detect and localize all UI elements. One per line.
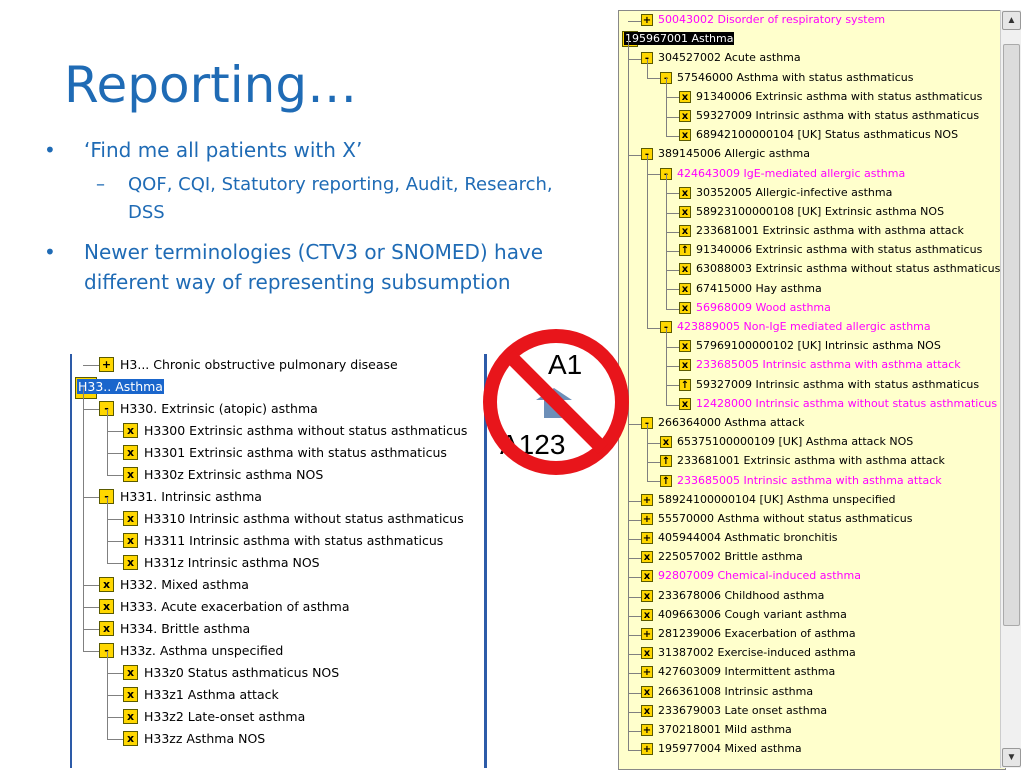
tree-connector	[628, 21, 641, 22]
tree-node-label[interactable]: 266364000 Asthma attack	[658, 415, 805, 429]
tree-node-label[interactable]: H330. Extrinsic (atopic) asthma	[120, 401, 318, 416]
expand-icon[interactable]: +	[642, 744, 652, 756]
tree-node[interactable]	[619, 145, 1005, 164]
leaf-icon[interactable]: x	[679, 187, 691, 199]
tree-node[interactable]	[72, 662, 484, 684]
tree-node-label[interactable]: 91340006 Extrinsic asthma with status asthmaticus	[696, 89, 983, 103]
tree-node[interactable]	[619, 11, 1005, 30]
tree-connector	[647, 155, 648, 328]
tree-connector	[647, 174, 660, 175]
leaf-icon[interactable]: x	[99, 577, 114, 592]
tree-connector	[666, 117, 679, 118]
leaf-icon[interactable]: x	[641, 551, 653, 563]
tree-node[interactable]	[619, 69, 1005, 88]
tree-connector	[628, 616, 641, 617]
leaf-icon[interactable]: x	[123, 709, 138, 724]
tree-node[interactable]	[619, 165, 1005, 184]
tree-connector	[107, 431, 124, 432]
tree-node-label[interactable]: H331z Intrinsic asthma NOS	[144, 555, 320, 570]
leaf-icon[interactable]: x	[123, 533, 138, 548]
scroll-thumb[interactable]	[1003, 44, 1020, 626]
tree-node-label[interactable]: 389145006 Allergic asthma	[658, 147, 811, 161]
tree-node-label[interactable]: H33zz Asthma NOS	[144, 731, 266, 746]
tree-connector	[107, 409, 108, 475]
tree-node[interactable]	[619, 529, 1005, 548]
tree-node[interactable]	[72, 464, 484, 486]
tree-connector	[107, 651, 108, 739]
tree-node-label[interactable]: 31387002 Exercise-induced asthma	[658, 646, 856, 660]
collapse-icon[interactable]: -	[660, 168, 672, 180]
tree-node-label[interactable]: 266361008 Intrinsic asthma	[658, 684, 814, 698]
leaf-icon[interactable]: x	[679, 206, 691, 218]
tree-node-label[interactable]: H333. Acute exacerbation of asthma	[120, 599, 350, 614]
leaf-icon[interactable]: x	[641, 590, 653, 602]
tree-node[interactable]	[619, 625, 1005, 644]
expand-icon[interactable]: +	[642, 494, 652, 506]
tree-node[interactable]	[619, 30, 1005, 49]
expand-icon[interactable]: +	[642, 15, 652, 26]
leaf-icon[interactable]: x	[641, 705, 653, 717]
tree-node[interactable]	[72, 376, 484, 398]
collapse-icon[interactable]: -	[99, 401, 114, 416]
tree-node[interactable]	[619, 587, 1005, 606]
bullet-dot-icon: •	[44, 138, 56, 162]
leaf-icon[interactable]: x	[679, 283, 691, 295]
leaf-icon[interactable]: x	[641, 647, 653, 659]
leaf-icon[interactable]: x	[641, 570, 653, 582]
tree-node[interactable]	[72, 640, 484, 662]
tree-connector	[628, 558, 641, 559]
leaf-icon[interactable]: x	[99, 621, 114, 636]
tree-node[interactable]	[72, 398, 484, 420]
bullet-dot-icon: •	[44, 240, 56, 264]
leaf-icon[interactable]: x	[679, 302, 691, 314]
expand-icon[interactable]: +	[642, 629, 652, 640]
tree-connector	[107, 673, 124, 674]
collapse-icon[interactable]: -	[99, 489, 114, 504]
ctv3-hierarchy-tree[interactable]	[70, 354, 487, 768]
tree-node-label[interactable]: H3300 Extrinsic asthma without status asthmaticus	[144, 423, 468, 438]
tree-connector	[628, 731, 641, 732]
tree-node-label[interactable]: 56968009 Wood asthma	[696, 300, 831, 314]
tree-node-label[interactable]: 225057002 Brittle asthma	[658, 550, 803, 564]
expand-icon[interactable]: +	[642, 667, 652, 679]
tree-node[interactable]	[72, 552, 484, 574]
tree-node-label[interactable]: H3311 Intrinsic asthma with status asthmaticus	[144, 533, 444, 548]
tree-connector	[666, 289, 679, 290]
tree-node[interactable]	[619, 606, 1005, 625]
tree-node[interactable]	[619, 318, 1005, 337]
tree-node[interactable]	[619, 644, 1005, 663]
tree-connector	[647, 443, 660, 444]
tree-connector	[647, 481, 660, 482]
tree-node[interactable]	[72, 420, 484, 442]
tree-node-label[interactable]: 233685005 Intrinsic asthma with asthma attack	[696, 358, 961, 372]
tree-connector	[628, 520, 641, 521]
sub-bullet-text: QOF, CQI, Statutory reporting, Audit, Research, DSS	[128, 174, 553, 223]
tree-node-label[interactable]: H3... Chronic obstructive pulmonary disease	[120, 357, 398, 372]
collapse-icon[interactable]: -	[641, 148, 653, 160]
tree-connector	[666, 213, 679, 214]
tree-connector	[628, 635, 641, 636]
tree-node-label[interactable]: 59327009 Intrinsic asthma with status asthmaticus	[696, 377, 980, 391]
scroll-down-icon[interactable]: ▼	[1002, 748, 1021, 767]
leaf-icon[interactable]: x	[123, 467, 138, 482]
tree-node-label[interactable]: 92807009 Chemical-induced asthma	[658, 569, 861, 583]
tree-connector	[83, 651, 100, 652]
tree-scrollbar[interactable]	[1000, 10, 1021, 768]
tree-connector	[666, 309, 679, 310]
tree-node[interactable]	[619, 548, 1005, 567]
tree-connector	[628, 59, 641, 60]
tree-connector	[666, 232, 679, 233]
tree-node[interactable]	[72, 354, 484, 376]
tree-connector	[666, 78, 667, 136]
expand-icon[interactable]: +	[642, 724, 652, 736]
tree-node[interactable]	[72, 530, 484, 552]
tree-connector	[107, 695, 124, 696]
bullet-text: ‘Find me all patients with X’	[84, 138, 363, 162]
tree-node-label[interactable]: 30352005 Allergic-infective asthma	[696, 185, 893, 199]
tree-connector	[666, 366, 679, 367]
tree-node-label[interactable]: 65375100000109 [UK] Asthma attack NOS	[677, 435, 914, 449]
tree-node[interactable]	[619, 491, 1005, 510]
parent-link-icon[interactable]: ↑	[661, 456, 671, 468]
tree-connector	[628, 654, 641, 655]
tree-node-label[interactable]: H334. Brittle asthma	[120, 621, 251, 636]
tree-node-label[interactable]: 423889005 Non-IgE mediated allergic asthma	[677, 320, 931, 333]
tree-node-label[interactable]: H332. Mixed asthma	[120, 577, 249, 592]
tree-node[interactable]	[619, 433, 1005, 452]
tree-connector	[628, 155, 641, 156]
tree-connector	[666, 347, 679, 348]
tree-connector	[83, 409, 100, 410]
tree-node-label[interactable]: 405944004 Asthmatic bronchitis	[658, 531, 838, 545]
tree-connector	[107, 497, 108, 563]
tree-node[interactable]	[619, 702, 1005, 721]
tree-connector	[647, 462, 660, 463]
leaf-icon[interactable]: x	[679, 398, 691, 410]
tree-node-label[interactable]: 55570000 Asthma without status asthmaticus	[658, 511, 913, 525]
leaf-icon[interactable]: x	[679, 340, 691, 352]
tree-node[interactable]	[619, 510, 1005, 529]
tree-connector	[107, 519, 124, 520]
tree-connector	[666, 270, 679, 271]
leaf-icon[interactable]: x	[99, 599, 114, 614]
tree-connector	[628, 673, 641, 674]
tree-node-label[interactable]: 67415000 Hay asthma	[696, 281, 822, 295]
leaf-icon[interactable]: x	[679, 263, 691, 275]
no-sign-top-label: A1	[548, 349, 583, 380]
tree-connector	[666, 97, 679, 98]
bullet-item	[44, 237, 564, 297]
leaf-icon[interactable]: x	[660, 436, 672, 448]
leaf-icon[interactable]: x	[123, 423, 138, 438]
collapse-icon[interactable]: -	[641, 52, 653, 64]
tree-node-label[interactable]: 50043002 Disorder of respiratory system	[658, 13, 886, 26]
tree-node[interactable]	[619, 721, 1005, 740]
tree-connector	[83, 497, 100, 498]
tree-connector	[666, 328, 667, 405]
tree-connector	[107, 475, 124, 476]
tree-node[interactable]	[619, 414, 1005, 433]
tree-connector	[666, 136, 679, 137]
bullet-list	[44, 135, 564, 303]
tree-connector	[666, 193, 679, 194]
tree-connector	[83, 629, 100, 630]
tree-node-label[interactable]: 427603009 Intermittent asthma	[658, 665, 836, 679]
expand-icon[interactable]: +	[99, 357, 114, 372]
tree-node-label[interactable]: 63088003 Extrinsic asthma without status asthmaticus	[696, 262, 1001, 276]
tree-node-label[interactable]: H33z1 Asthma attack	[144, 687, 279, 702]
collapse-icon[interactable]: -	[641, 417, 653, 429]
parent-link-icon[interactable]: ↑	[661, 475, 671, 487]
tree-node[interactable]	[72, 596, 484, 618]
tree-node-label[interactable]: 57546000 Asthma with status asthmaticus	[677, 70, 914, 84]
tree-connector	[83, 585, 100, 586]
leaf-icon[interactable]: x	[641, 609, 653, 621]
tree-connector	[647, 78, 660, 79]
leaf-icon[interactable]: x	[123, 687, 138, 702]
tree-node[interactable]	[72, 508, 484, 530]
tree-connector	[666, 174, 667, 308]
tree-node-label[interactable]: 58923100000108 [UK] Extrinsic asthma NOS	[696, 204, 945, 218]
tree-node-label[interactable]: H33z2 Late-onset asthma	[144, 709, 306, 724]
tree-node-label[interactable]: 304527002 Acute asthma	[658, 51, 801, 65]
parent-link-icon[interactable]: ↑	[680, 379, 690, 391]
tree-connector	[107, 717, 124, 718]
tree-node[interactable]	[619, 663, 1005, 682]
tree-connector	[628, 597, 641, 598]
leaf-icon[interactable]: x	[679, 129, 691, 141]
tree-node[interactable]	[619, 683, 1005, 702]
tree-node[interactable]	[619, 49, 1005, 68]
tree-connector	[83, 387, 84, 651]
tree-node-label[interactable]: 281239006 Exacerbation of asthma	[658, 627, 856, 640]
leaf-icon[interactable]: x	[123, 555, 138, 570]
tree-node-label[interactable]: H33.. Asthma	[78, 379, 163, 394]
leaf-icon[interactable]: x	[123, 731, 138, 746]
sub-bullet-dash-icon: –	[96, 174, 105, 195]
tree-node-label[interactable]: 409663006 Cough variant asthma	[658, 607, 847, 621]
tree-connector	[107, 739, 124, 740]
tree-connector	[666, 251, 679, 252]
leaf-icon[interactable]: x	[679, 91, 691, 103]
tree-node-label[interactable]: H3310 Intrinsic asthma without status asthmaticus	[144, 511, 464, 526]
tree-node[interactable]	[72, 486, 484, 508]
sub-bullet-item	[44, 171, 564, 227]
tree-connector	[628, 501, 641, 502]
collapse-icon[interactable]: -	[660, 321, 672, 333]
snomed-hierarchy-tree[interactable]	[618, 10, 1006, 770]
tree-node-label[interactable]: H33z0 Status asthmaticus NOS	[144, 665, 340, 680]
bullet-item	[44, 135, 564, 165]
tree-node-label[interactable]: 91340006 Extrinsic asthma with status asthmaticus	[696, 243, 983, 257]
leaf-icon[interactable]: x	[679, 225, 691, 237]
tree-node[interactable]	[619, 472, 1005, 491]
tree-connector	[666, 405, 679, 406]
tree-node[interactable]	[619, 740, 1005, 759]
tree-node[interactable]	[619, 567, 1005, 586]
tree-node[interactable]	[72, 684, 484, 706]
tree-node-label[interactable]: H3301 Extrinsic asthma with status asthmaticus	[144, 445, 447, 460]
tree-connector	[107, 453, 124, 454]
tree-node[interactable]	[72, 618, 484, 640]
tree-node[interactable]	[619, 452, 1005, 471]
tree-node[interactable]	[72, 574, 484, 596]
tree-node-label[interactable]: 233678006 Childhood asthma	[658, 588, 825, 602]
tree-connector	[628, 577, 641, 578]
tree-connector	[647, 424, 648, 482]
tree-connector	[628, 539, 641, 540]
tree-node-label[interactable]: 12428000 Intrinsic asthma without status asthmaticus	[696, 396, 998, 410]
tree-node-label[interactable]: H331. Intrinsic asthma	[120, 489, 262, 504]
tree-node-label[interactable]: 59327009 Intrinsic asthma with status asthmaticus	[696, 108, 980, 122]
tree-node-label[interactable]: 68942100000104 [UK] Status asthmaticus NOS	[696, 128, 959, 142]
slide-title: Reporting…	[64, 56, 358, 114]
leaf-icon[interactable]: x	[679, 110, 691, 122]
leaf-icon[interactable]: x	[123, 511, 138, 526]
tree-connector	[628, 693, 641, 694]
collapse-icon[interactable]: -	[660, 72, 672, 84]
tree-node-label[interactable]: H33z. Asthma unspecified	[120, 643, 284, 658]
tree-connector	[628, 712, 641, 713]
collapse-icon[interactable]: -	[99, 643, 114, 658]
parent-link-icon[interactable]: ↑	[680, 245, 690, 257]
tree-node-label[interactable]: 195977004 Mixed asthma	[658, 742, 802, 756]
tree-node-label[interactable]: 233685005 Intrinsic asthma with asthma attack	[677, 473, 942, 487]
expand-icon[interactable]: +	[642, 533, 652, 545]
tree-node-label[interactable]: 424643009 IgE-mediated allergic asthma	[677, 166, 906, 180]
bullet-text: Newer terminologies (CTV3 or SNOMED) have different way of representing subsumption	[84, 240, 544, 294]
tree-node-label[interactable]: 57969100000102 [UK] Intrinsic asthma NOS	[696, 339, 941, 353]
tree-connector	[628, 750, 641, 751]
tree-node-label[interactable]: 233679003 Late onset asthma	[658, 703, 828, 717]
tree-connector	[107, 541, 124, 542]
tree-node[interactable]	[72, 728, 484, 750]
leaf-icon[interactable]: x	[123, 665, 138, 680]
tree-node[interactable]	[72, 706, 484, 728]
tree-connector	[83, 365, 100, 366]
tree-node-label[interactable]: 58924100000104 [UK] Asthma unspecified	[658, 492, 896, 506]
tree-connector	[107, 563, 124, 564]
tree-node-label[interactable]: 370218001 Mild asthma	[658, 722, 792, 736]
scroll-up-icon[interactable]: ▲	[1002, 11, 1021, 30]
tree-node[interactable]	[72, 442, 484, 464]
tree-node-label[interactable]: 233681001 Extrinsic asthma with asthma attack	[696, 224, 964, 238]
tree-node-label[interactable]: 233681001 Extrinsic asthma with asthma attack	[677, 454, 945, 468]
tree-node-label[interactable]: H330z Extrinsic asthma NOS	[144, 467, 324, 482]
tree-connector	[83, 607, 100, 608]
leaf-icon[interactable]: x	[679, 359, 691, 371]
no-sign-bottom-label: A123	[500, 429, 566, 460]
tree-connector	[666, 385, 679, 386]
no-sign-icon	[476, 322, 636, 482]
tree-connector	[647, 328, 660, 329]
tree-connector	[647, 59, 648, 78]
leaf-icon[interactable]: x	[123, 445, 138, 460]
leaf-icon[interactable]: x	[641, 686, 653, 698]
expand-icon[interactable]: +	[642, 513, 652, 525]
tree-node-label[interactable]: 195967001 Asthma	[625, 32, 734, 46]
